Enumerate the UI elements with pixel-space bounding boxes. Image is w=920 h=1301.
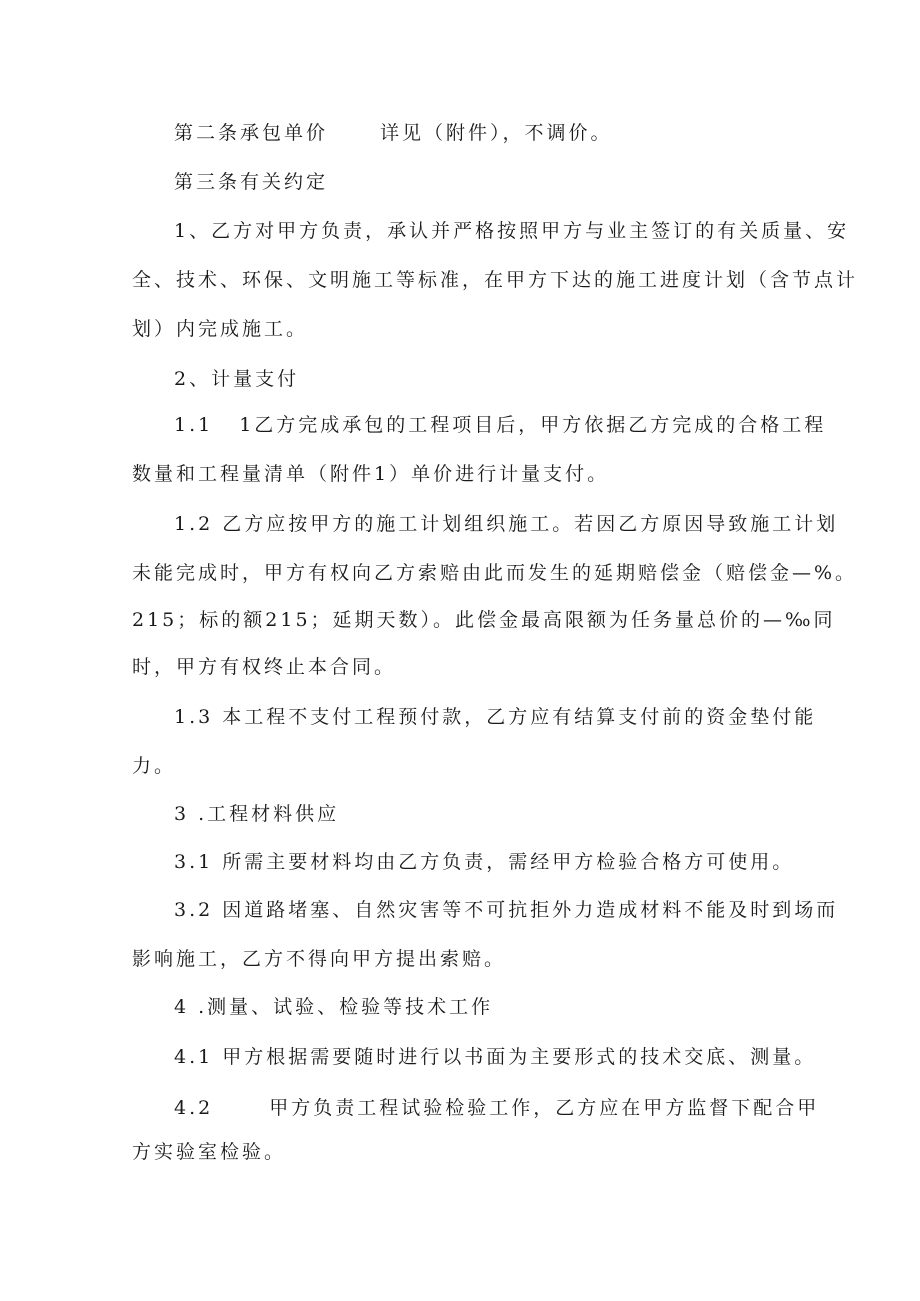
item-2-1-text: 1乙方完成承包的工程项目后，甲方依据乙方完成的合格工程 xyxy=(239,414,827,436)
item-2-1-line-2: 数量和工程量清单（附件1）单价进行计量支付。 xyxy=(132,463,610,485)
item-3-1: 3.1 所需主要材料均由乙方负责，需经甲方检验合格方可使用。 xyxy=(174,851,795,873)
item-4-2-line-1 xyxy=(174,1096,819,1120)
clause-2 xyxy=(174,121,613,145)
item-4-2-text: 甲方负责工程试验检验工作，乙方应在甲方监督下配合甲 xyxy=(269,1097,820,1119)
item-4-2-number: 4.2 xyxy=(174,1097,214,1119)
item-4-1: 4.1 甲方根据需要随时进行以书面为主要形式的技术交底、测量。 xyxy=(174,1046,817,1068)
item-3-2-line-2: 影响施工，乙方不得向甲方提出索赔。 xyxy=(132,948,507,970)
item-4-2-line-2: 方实验室检验。 xyxy=(132,1141,287,1163)
clause-3-title: 第三条有关约定 xyxy=(174,171,329,193)
item-2-title: 2、计量支付 xyxy=(174,368,300,390)
item-2-2-line-3: 215；标的额215；延期天数）。此偿金最高限额为任务量总价的—‰同 xyxy=(132,609,836,631)
clause-2-label: 第二条承包单价 xyxy=(174,122,329,144)
item-1-line-1: 1、乙方对甲方负责，承认并严格按照甲方与业主签订的有关质量、安 xyxy=(174,220,850,242)
clause-2-text: 详见（附件），不调价。 xyxy=(380,122,613,144)
item-3-title: 3 .工程材料供应 xyxy=(174,803,340,825)
item-2-1-line-1 xyxy=(174,413,826,437)
item-3-2-line-1: 3.2 因道路堵塞、自然灾害等不可抗拒外力造成材料不能及时到场而 xyxy=(174,899,839,921)
item-2-3-line-1: 1.3 本工程不支付工程预付款，乙方应有结算支付前的资金垫付能 xyxy=(174,706,817,728)
item-4-title: 4 .测量、试验、检验等技术工作 xyxy=(174,996,494,1018)
item-1-line-2: 全、技术、环保、文明施工等标准，在甲方下达的施工进度计划（含节点计 xyxy=(132,269,859,291)
item-2-2-line-2: 未能完成时，甲方有权向乙方索赔由此而发生的延期赔偿金（赔偿金—%。 xyxy=(132,562,858,584)
item-2-2-line-1: 1.2 乙方应按甲方的施工计划组织施工。若因乙方原因导致施工计划 xyxy=(174,513,839,535)
item-2-2-line-4: 时，甲方有权终止本合同。 xyxy=(132,656,397,678)
item-2-3-line-2: 力。 xyxy=(132,755,177,777)
item-1-line-3: 划）内完成施工。 xyxy=(132,318,309,340)
item-2-1-number: 1.1 xyxy=(174,414,214,436)
